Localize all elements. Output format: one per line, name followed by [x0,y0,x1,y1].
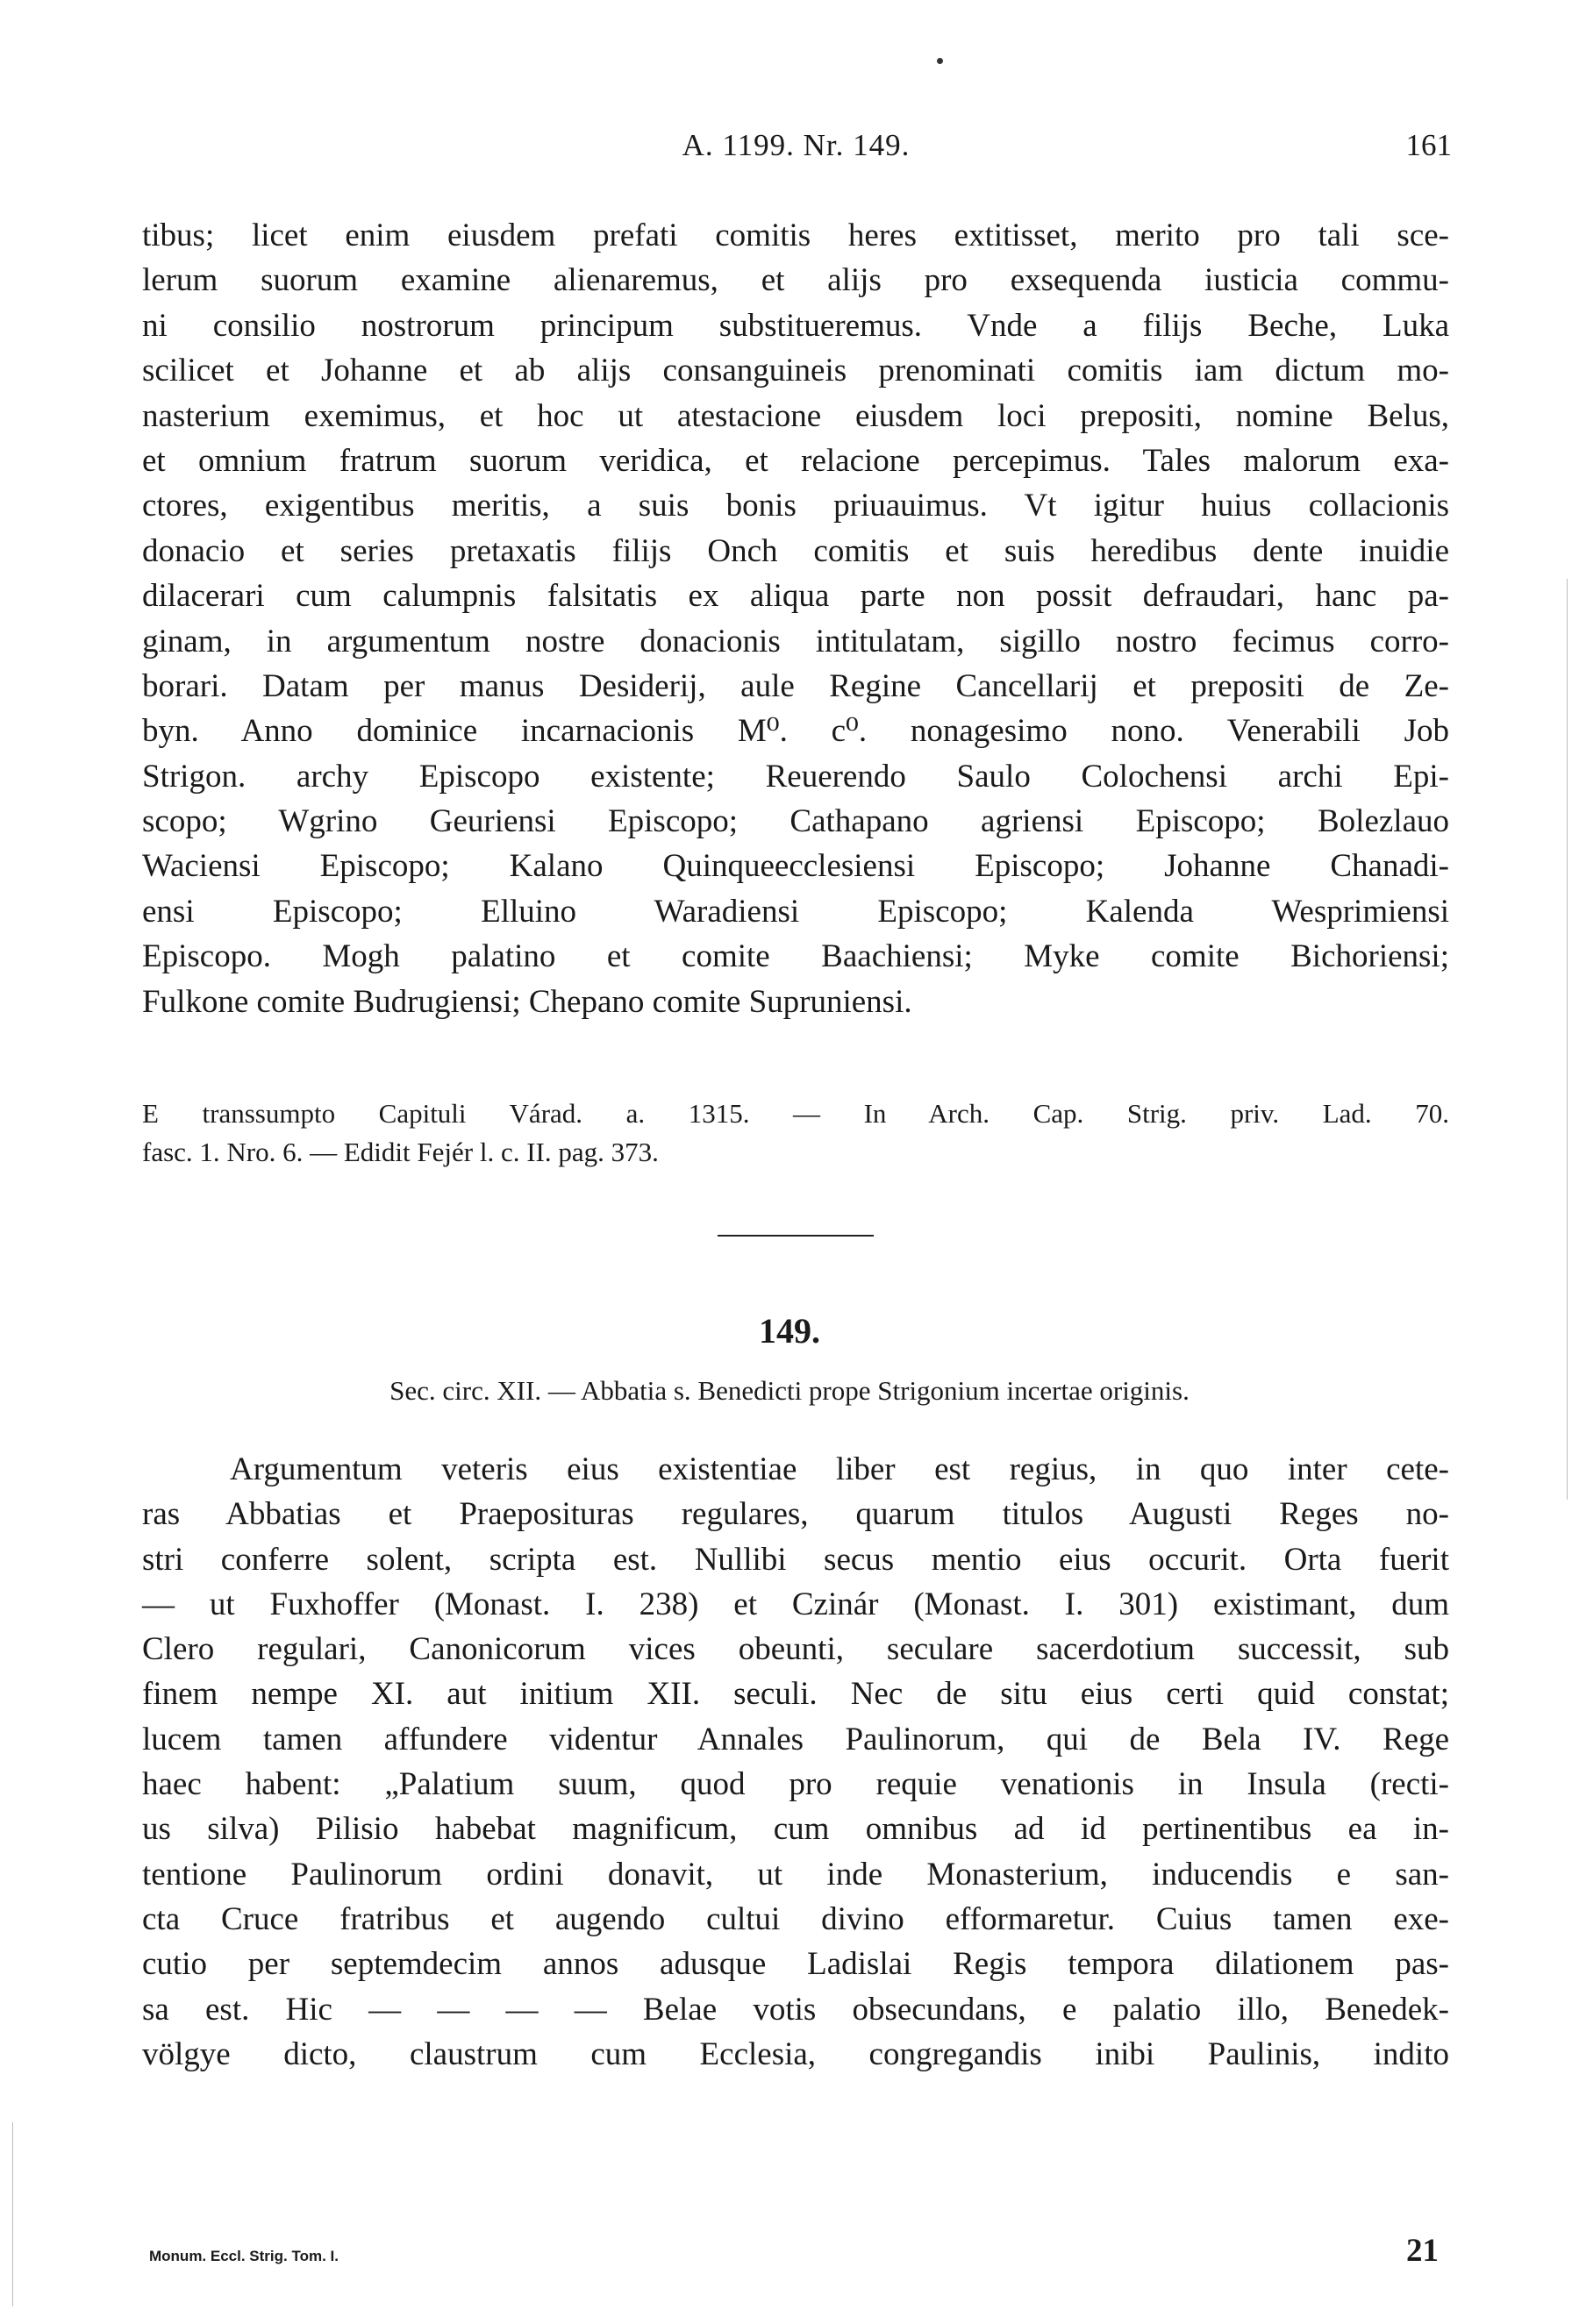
text-line: scopo; Wgrino Geuriensi Episcopo; Cathapano agriensi Episcopo; Bolezlauo [142,803,1449,840]
text-line: donacio et series pretaxatis filijs Onch comitis et suis heredibus dente inuidie [142,532,1449,569]
text-line: ensi Episcopo; Elluino Waradiensi Episcopo; Kalenda Wesprimiensi [142,893,1449,930]
text-line: ctores, exigentibus meritis, a suis bonis priuauimus. Vt igitur huius collacionis [142,488,1449,524]
text-line: Strigon. archy Episcopo existente; Reuerendo Saulo Colochensi archi Epi- [142,758,1449,795]
text-line: borari. Datam per manus Desiderij, aule Regine Cancellarij et prepositi de Ze- [142,667,1449,704]
text-line: Argumentum veteris eius existentiae liber est regius, in quo inter cete- [230,1451,1449,1487]
sheet-number: 21 [1406,2233,1439,2269]
text-line: tentione Paulinorum ordini donavit, ut inde Monasterium, inducendis e san- [142,1856,1449,1893]
text-line: ni consilio nostrorum principum substitueremus. Vnde a filijs Beche, Luka [142,307,1449,344]
source-note-line: E transsumpto Capituli Várad. a. 1315. — In Arch. Cap. Strig. priv. Lad. 70. [142,1098,1449,1129]
right-margin-scan-line [1567,579,1568,1500]
commentary-text [142,1447,1449,2077]
text-line: nasterium exemimus, et hoc ut atestacione eiusdem loci prepositi, nomine Belus, [142,397,1449,434]
text-line: finem nempe XI. aut initium XII. seculi. Nec de situ eius certi quid constat; [142,1676,1449,1713]
page-footer [142,2232,1449,2276]
charter-text-continued [142,213,1449,1024]
text-line: cta Cruce fratribus et augendo cultui divino efformaretur. Cuius tamen exe- [142,1900,1449,1937]
text-line: scilicet et Johanne et ab alijs consanguineis prenominati comitis iam dictum mo- [142,353,1449,389]
page-number: 161 [1405,128,1452,162]
text-line: stri conferre solent, scripta est. Nullibi secus mentio eius occurit. Orta fuerit [142,1541,1449,1578]
text-line: byn. Anno dominice incarnacionis M⁰. c⁰. nonagesimo nono. Venerabili Job [142,713,1449,750]
document-number: 149. [759,1311,820,1351]
section-divider [718,1235,874,1237]
text-line: Waciensi Episcopo; Kalano Quinqueecclesiensi Episcopo; Johanne Chanadi- [142,848,1449,885]
text-line: dilacerari cum calumpnis falsitatis ex aliqua parte non possit defraudari, hanc pa- [142,578,1449,615]
text-line: lerum suorum examine alienaremus, et alijs pro exsequenda iusticia commu- [142,262,1449,299]
text-line: cutio per septemdecim annos adusque Ladislai Regis tempora dilationem pas- [142,1946,1449,1983]
document-subtitle: Sec. circ. XII. — Abbatia s. Benedicti prope Strigonium incertae originis. [389,1375,1190,1406]
text-line: völgye dicto, claustrum cum Ecclesia, congregandis inibi Paulinis, indito [142,2035,1449,2072]
text-line: ginam, in argumentum nostre donacionis intitulatam, sigillo nostro fecimus corro- [142,623,1449,659]
text-line: Fulkone comite Budrugiensi; Chepano comite Supruniensi. [142,983,912,1020]
text-line: — ut Fuxhoffer (Monast. I. 238) et Czinár (Monast. I. 301) existimant, dum [142,1586,1449,1622]
text-line: us silva) Pilisio habebat magnificum, cum omnibus ad id pertinentibus ea in- [142,1811,1449,1848]
source-note [142,1094,1449,1172]
running-title: A. 1199. Nr. 149. [682,128,911,162]
source-note-line: fasc. 1. Nro. 6. — Edidit Fejér l. c. II. pag. 373. [142,1137,659,1167]
ink-dot-mark [937,58,943,64]
text-line: haec habent: „Palatium suum, quod pro requie venationis in Insula (recti- [142,1766,1449,1803]
signature-mark: Monum. Eccl. Strig. Tom. I. [149,2248,339,2264]
text-line: lucem tamen affundere videntur Annales Paulinorum, qui de Bela IV. Rege [142,1721,1449,1757]
text-line: ras Abbatias et Praeposituras regulares, quarum titulos Augusti Reges no- [142,1496,1449,1533]
text-line: Episcopo. Mogh palatino et comite Baachiensi; Myke comite Bichoriensi; [142,938,1449,975]
text-line: Clero regulari, Canonicorum vices obeunti, seculare sacerdotium successit, sub [142,1631,1449,1668]
text-line: tibus; licet enim eiusdem prefati comitis heres extitisset, merito pro tali sce- [142,217,1449,253]
page-header [140,128,1452,172]
left-margin-scan-line [12,2122,13,2306]
text-line: et omnium fratrum suorum veridica, et relacione percepimus. Tales malorum exa- [142,442,1449,479]
text-line: sa est. Hic — — — — Belae votis obsecundans, e palatio illo, Benedek- [142,1991,1449,2028]
